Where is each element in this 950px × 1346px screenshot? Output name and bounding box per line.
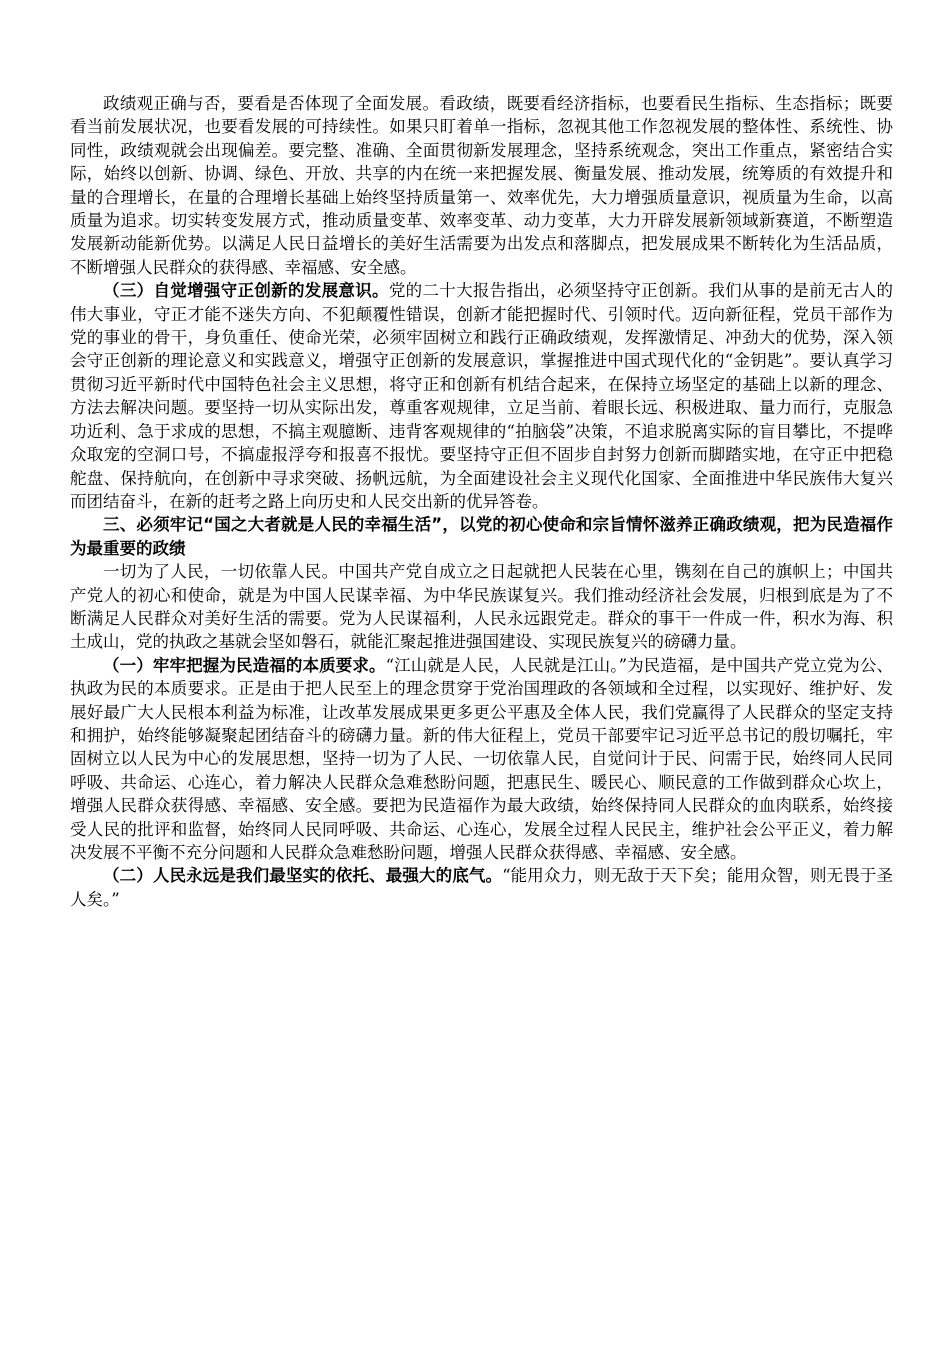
- paragraph-innovation: [70, 279, 893, 513]
- paragraph-development: 政绩观正确与否，要看是否体现了全面发展。看政绩，既要看经济指标，也要看民生指标、生态指标；既要看当前发展状况，也要看发展的可持续性。如果只盯着单一指标，忽视其他工作忽视发展的整体性、系统性、协同性，政绩观就会出现偏差。要完整、准确、全面贯彻新发展理念，坚持系统观念，突出工作重点，紧密结合实际，始终以创新、协调、绿色、开放、共享的内在统一来把握发展、衡量发展、推动发展，统筹质的有效提升和量的合理增长，在量的合理增长基础上始终坚持质量第一、效率优先，大力增强质量意识，视质量为生命，以高质量为追求。切实转变发展方式，推动质量变革、效率变革、动力变革，大力开辟发展新领域新赛道，不断塑造发展新动能新优势。以满足人民日益增长的美好生活需要为出发点和落脚点，把发展成果不断转化为生活品质，不断增强人民群众的获得感、幸福感、安全感。: [70, 94, 893, 277]
- document-page: [70, 92, 893, 911]
- paragraph-people: 一切为了人民，一切依靠人民。中国共产党自成立之日起就把人民装在心里，镌刻在自己的旗帜上；中国共产党人的初心和使命，就是为中国人民谋幸福、为中华民族谋复兴。我们推动经济社会发展，归根到底是为了不断满足人民群众对美好生活的需要。党为人民谋福利，人民永远跟党走。群众的事干一件成一件，积水为海、积土成山，党的执政之基就会坚如磐石，就能汇聚起推进强国建设、实现民族复兴的磅礴力量。: [70, 562, 893, 652]
- paragraph-support-body: “能用众力，则无敌于天下矣；能用众智，则无畏于圣人矣。”: [70, 866, 894, 909]
- paragraph-welfare-body: “江山就是人民，人民就是江山。”为民造福，是中国共产党立党为公、执政为民的本质要求。正是由于把人民至上的理念贯穿于党治国理政的各领域和全过程，以实现好、维护好、发展好最广大人民根本利益为标准，让改革发展成果更多更公平惠及全体人民，我们党赢得了人民群众的坚定支持和拥护，始终能够凝聚起团结奋斗的磅礴力量。新的伟大征程上，党员干部要牢记习近平总书记的殷切嘱托，牢固树立以人民为中心的发展思想，坚持一切为了人民、一切依靠人民，自觉问计于民、问需于民，始终同人民同呼吸、共命运、心连心，着力解决人民群众急难愁盼问题，把惠民生、暖民心、顺民意的工作做到群众心坎上，增强人民群众获得感、幸福感、安全感。要把为民造福作为最大政绩，始终保持同人民群众的血肉联系，始终接受人民的批评和监督，始终同人民同呼吸、共命运、心连心，发展全过程人民民主，维护社会公平正义，着力解决发展不平衡不充分问题和人民群众急难愁盼问题，增强人民群众获得感、幸福感、安全感。: [70, 655, 894, 862]
- subheading-support: （二）人民永远是我们最坚实的依托、最强大的底气。: [103, 866, 503, 886]
- subheading-innovation: （三）自觉增强守正创新的发展意识。: [103, 281, 389, 301]
- paragraph-welfare: [70, 654, 893, 865]
- paragraph-support: [70, 864, 893, 911]
- section-heading-three: 三、必须牢记“国之大者就是人民的幸福生活”，以党的初心使命和宗旨情怀滋养正确政绩观，把为民造福作为最重要的政绩: [70, 515, 893, 558]
- subheading-welfare: （一）牢牢把握为民造福的本质要求。: [103, 655, 386, 675]
- paragraph-innovation-body: 党的二十大报告指出，必须坚持守正创新。我们从事的是前无古人的伟大事业，守正才能不迷失方向、不犯颠覆性错误，创新才能把握时代、引领时代。迈向新征程，党员干部作为党的事业的骨干，身负重任、使命光荣，必须牢固树立和践行正确政绩观，发挥激情足、冲劲大的优势，深入领会守正创新的理论意义和实践意义，增强守正创新的发展意识，掌握推进中国式现代化的“金钥匙”。要认真学习贯彻习近平新时代中国特色社会主义思想，将守正和创新有机结合起来，在保持立场坚定的基础上以新的理念、方法去解决问题。要坚持一切从实际出发，尊重客观规律，立足当前、着眼长远、积极进取、量力而行，克服急功近利、急于求成的思想，不搞主观臆断、违背客观规律的“拍脑袋”决策，不追求脱离实际的盲目攀比，不提哗众取宠的空洞口号，不搞虚报浮夸和报喜不报忧。要坚持守正但不固步自封努力创新而脚踏实地，在守正中把稳舵盘、保持航向，在创新中寻求突破、扬帆远航，为全面建设社会主义现代化国家、全面推进中华民族伟大复兴而团结奋斗，在新的赶考之路上向历史和人民交出新的优异答卷。: [70, 281, 894, 511]
